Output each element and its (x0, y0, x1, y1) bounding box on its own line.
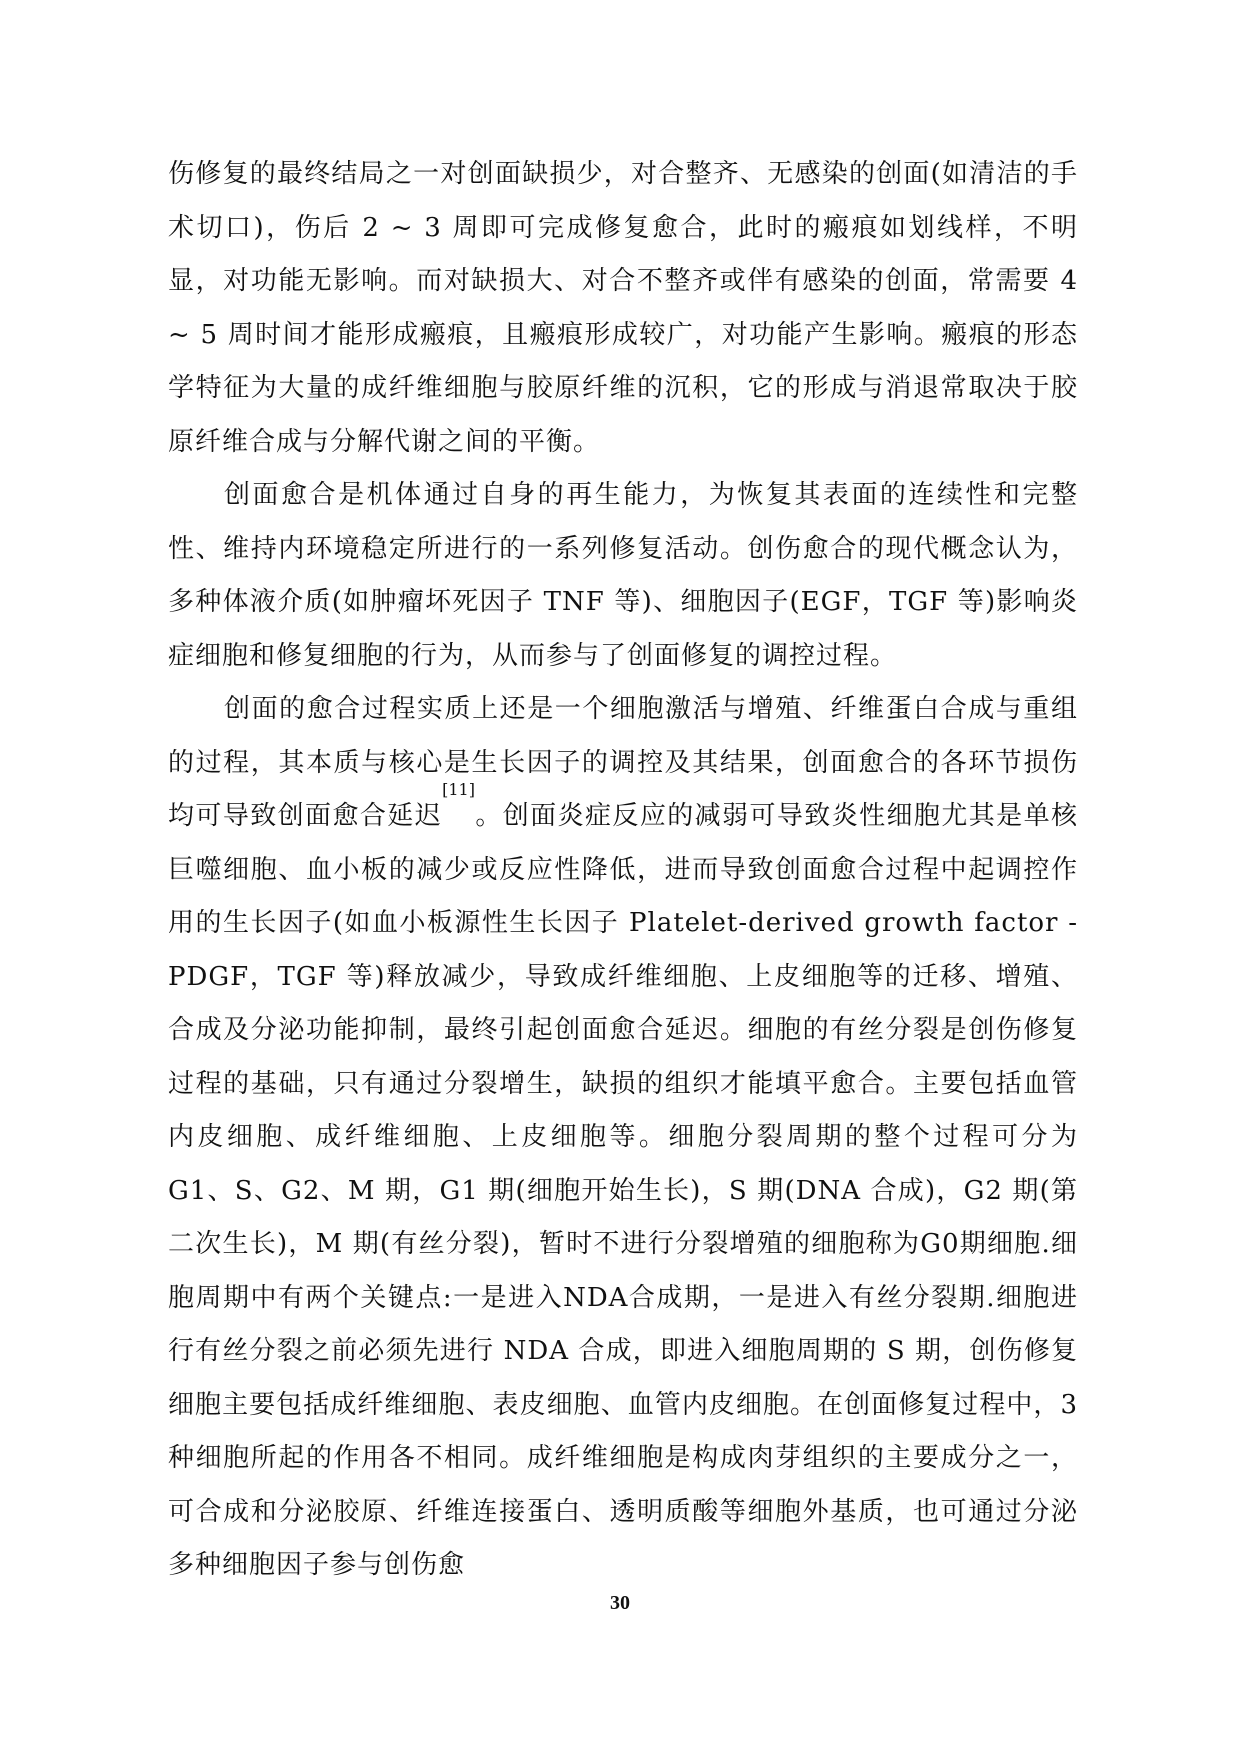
page-number: 30 (610, 1592, 630, 1614)
body-text (168, 148, 1078, 1593)
paragraph-3 (168, 683, 1078, 1593)
citation-reference: [11] (442, 780, 475, 799)
paragraph-3-text-before-ref: 创面的愈合过程实质上还是一个细胞激活与增殖、纤维蛋白合成与重组的过程，其本质与核心是生长因子的调控及其结果，创面愈合的各环节损伤均可导致创面愈合延迟 (168, 694, 1078, 831)
paragraph-3-text-after-ref: 。创面炎症反应的减弱可导致炎性细胞尤其是单核巨噬细胞、血小板的减少或反应性降低，进而导致创面愈合过程中起调控作用的生长因子(如血小板源性生长因子 Platelet-derived growth factor -PDGF，TGF 等)释放减少，导致成纤维细胞、上皮细胞等的迁移、增殖、合成及分泌功能抑制，最终引起创面愈合延迟。细胞的有丝分裂是创伤修复过程的基础，只有通过分裂增生，缺损的组织才能填平愈合。主要包括血管内皮细胞、成纤维细胞、上皮细胞等。细胞分裂周期的整个过程可分为 G1、S、G2、M 期，G1 期(细胞开始生长)，S 期(DNA 合成)，G2 期(第二次生长)，M 期(有丝分裂)，暂时不进行分裂增殖的细胞称为G0期细胞.细胞周期中有两个关键点:一是进入NDA合成期，一是进入有丝分裂期.细胞进行有丝分裂之前必须先进行 NDA 合成，即进入细胞周期的 S 期，创伤修复细胞主要包括成纤维细胞、表皮细胞、血管内皮细胞。在创面修复过程中，3 种细胞所起的作用各不相同。成纤维细胞是构成肉芽组织的主要成分之一，可合成和分泌胶原、纤维连接蛋白、透明质酸等细胞外基质，也可通过分泌多种细胞因子参与创伤愈 (168, 801, 1078, 1580)
paragraph-2: 创面愈合是机体通过自身的再生能力，为恢复其表面的连续性和完整性、维持内环境稳定所进行的一系列修复活动。创伤愈合的现代概念认为，多种体液介质(如肿瘤坏死因子 TNF 等)、细胞因子(EGF，TGF 等)影响炎症细胞和修复细胞的行为，从而参与了创面修复的调控过程。 (168, 480, 1078, 671)
paragraph-1: 伤修复的最终结局之一对创面缺损少，对合整齐、无感染的创面(如清洁的手术切口)，伤后 2 ~ 3 周即可完成修复愈合，此时的瘢痕如划线样，不明显，对功能无影响。而对缺损大、对合不整齐或伴有感染的创面，常需要 4 ~ 5 周时间才能形成瘢痕，且瘢痕形成较广，对功能产生影响。瘢痕的形态学特征为大量的成纤维细胞与胶原纤维的沉积，它的形成与消退常取决于胶原纤维合成与分解代谢之间的平衡。 (168, 159, 1078, 457)
